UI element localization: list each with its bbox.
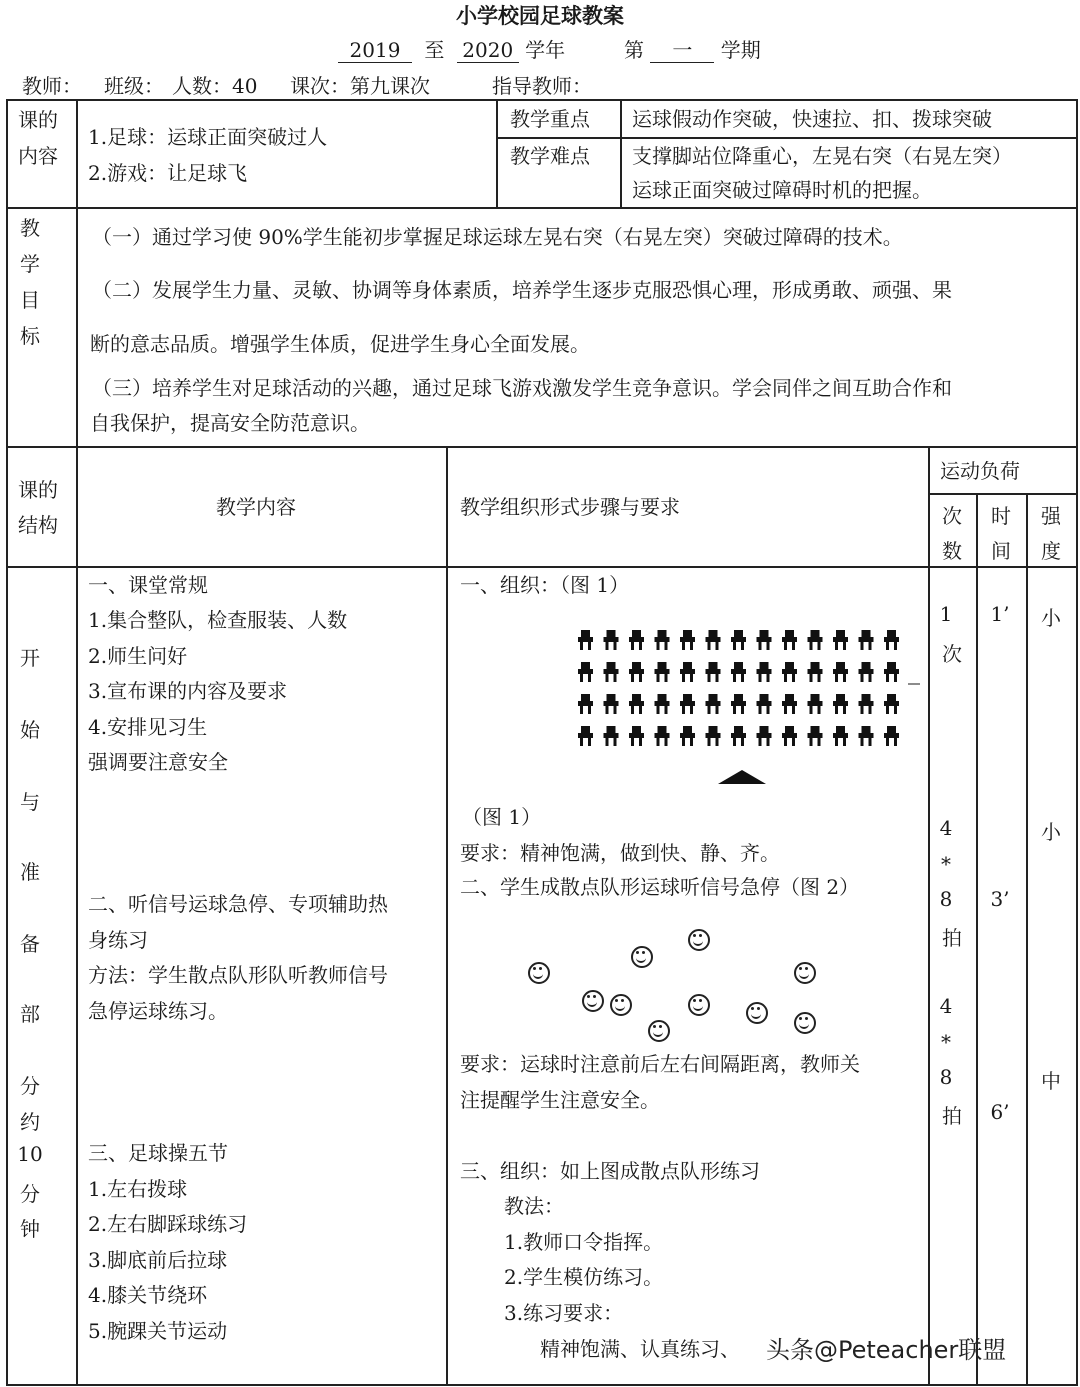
section-label-6: 部 (20, 1002, 40, 1026)
tc-part2-line-1: 二、听信号运球急停、专项辅助热 (88, 892, 388, 916)
student-figure-icon (782, 662, 797, 682)
objectives-label-2: 学 (20, 252, 40, 276)
difficulty-label: 教学难点 (510, 144, 590, 168)
student-figure-icon (655, 726, 670, 746)
header-times-2: 数 (942, 539, 962, 563)
student-figure-icon (757, 662, 772, 682)
times-2-c: 8 (939, 887, 953, 911)
student-figure-icon (782, 726, 797, 746)
times-2-a: 4 (939, 816, 953, 840)
year-from: 2019 (338, 38, 412, 63)
times-1-b: 次 (942, 642, 962, 666)
tc-part3-line-1: 三、足球操五节 (88, 1141, 228, 1165)
class-label: 班级： (104, 74, 164, 98)
count-label: 人数：40 (172, 74, 258, 98)
teacher-triangle-icon (718, 770, 766, 784)
section-label-1: 开 (20, 646, 40, 670)
student-figure-icon (808, 662, 823, 682)
structure-label-1: 课的 (18, 478, 58, 502)
tc-part3-line-2: 1.左右拨球 (88, 1177, 188, 1201)
objective-line-4: （三）培养学生对足球活动的兴趣，通过足球飞游戏激发学生竞争意识。学会同伴之间互助合作和 (92, 376, 952, 400)
times-2-d: 拍 (942, 926, 962, 950)
term-prefix: 第 (624, 38, 644, 62)
student-figure-icon (782, 694, 797, 714)
student-figure-icon (833, 630, 848, 650)
student-figure-icon (706, 662, 721, 682)
page-title: 小学校园足球教案 (456, 4, 624, 28)
term-line (624, 34, 761, 63)
year-suffix: 学年 (525, 38, 566, 62)
row-divider-objectives (6, 446, 1078, 448)
student-smiley-icon (746, 1002, 768, 1024)
tc-part1-line-6: 强调要注意安全 (88, 750, 228, 774)
header-organization: 教学组织形式步骤与要求 (460, 495, 680, 519)
table-border-right (1076, 99, 1078, 1385)
content-label-line1: 课的 (18, 108, 58, 132)
times-3-b: * (941, 1030, 951, 1054)
header-content: 教学内容 (216, 495, 296, 519)
student-figure-icon (604, 662, 619, 682)
student-figure-icon (578, 726, 593, 746)
tc-part2-line-3: 方法：学生散点队形队听教师信号 (88, 963, 388, 987)
student-figure-icon (808, 726, 823, 746)
col-divider-org (928, 446, 930, 1385)
tc-part3-line-5: 4.膝关节绕环 (88, 1283, 208, 1307)
student-figure-icon (884, 726, 899, 746)
student-figure-icon (706, 630, 721, 650)
student-figure-icon (604, 726, 619, 746)
student-figure-icon (859, 630, 874, 650)
method-item-2: 2.学生模仿练习。 (504, 1265, 664, 1289)
student-figure-icon (833, 694, 848, 714)
student-figure-icon (578, 662, 593, 682)
student-figure-icon (808, 630, 823, 650)
student-figure-icon (680, 662, 695, 682)
intensity-2: 小 (1041, 820, 1061, 844)
student-smiley-icon (794, 962, 816, 984)
guide-label: 指导教师： (492, 74, 592, 98)
structure-label-2: 结构 (18, 513, 58, 537)
student-figure-icon (629, 662, 644, 682)
student-figure-icon (833, 726, 848, 746)
section-label-2: 始 (20, 718, 40, 742)
tc-part3-line-4: 3.脚底前后拉球 (88, 1248, 228, 1272)
duration-1: 1’ (990, 602, 1010, 626)
watermark: 头条@Peteacher联盟 (766, 1336, 1007, 1364)
col-divider-label (76, 99, 78, 1385)
req-1: 要求：精神饱满，做到快、静、齐。 (460, 841, 780, 865)
header-times-1: 次 (942, 504, 962, 528)
student-figure-icon (680, 630, 695, 650)
fig1-caption: （图 1） (462, 805, 542, 829)
student-figure-icon (604, 694, 619, 714)
intensity-1: 小 (1041, 606, 1061, 630)
tc-part2-line-2: 身练习 (88, 928, 148, 952)
col-divider-duration (1026, 493, 1028, 1385)
student-figure-icon (731, 662, 746, 682)
section-label-8: 约 (20, 1110, 40, 1134)
student-figure-icon (655, 662, 670, 682)
section-label-7: 分 (20, 1074, 40, 1098)
figure1-formation (570, 626, 930, 786)
student-figure-icon (731, 726, 746, 746)
student-figure-icon (629, 726, 644, 746)
key-text: 运球假动作突破，快速拉、扣、拨球突破 (632, 107, 992, 131)
col-divider-key-right (620, 99, 622, 207)
student-smiley-icon (528, 962, 550, 984)
student-figure-icon (629, 694, 644, 714)
student-figure-icon (833, 662, 848, 682)
objective-line-1: （一）通过学习使 90%学生能初步掌握足球运球左晃右突（右晃左突）突破过障碍的技术。 (92, 225, 903, 249)
objectives-label-1: 教 (20, 216, 40, 240)
table-border-bottom (6, 1384, 1078, 1386)
times-3-c: 8 (939, 1065, 953, 1089)
content-label-line2: 内容 (18, 144, 58, 168)
duration-2: 3’ (990, 887, 1010, 911)
lesson-label: 课次：第九课次 (290, 74, 430, 98)
method-item-3: 3.练习要求： (504, 1301, 624, 1325)
student-figure-icon (655, 630, 670, 650)
method-item-1: 1.教师口令指挥。 (504, 1230, 664, 1254)
header-intensity-1: 强 (1041, 504, 1061, 528)
student-figure-icon (706, 726, 721, 746)
student-figure-icon (884, 694, 899, 714)
method-req: 精神饱满、认真练习、 (540, 1337, 740, 1361)
row-divider-load (928, 493, 1078, 495)
times-1-a: 1 (939, 602, 953, 626)
objective-line-5: 自我保护，提高安全防范意识。 (90, 411, 370, 435)
student-figure-icon (578, 630, 593, 650)
times-3-a: 4 (939, 994, 953, 1018)
student-figure-icon (782, 630, 797, 650)
student-figure-icon (680, 726, 695, 746)
key-label: 教学重点 (510, 107, 590, 131)
header-duration-2: 间 (991, 539, 1011, 563)
col-divider-content (446, 446, 448, 1385)
student-figure-icon (884, 630, 899, 650)
student-figure-icon (757, 630, 772, 650)
org-2: 二、学生成散点队形运球听信号急停（图 2） (460, 875, 860, 899)
student-figure-icon (629, 630, 644, 650)
difficulty-line-2: 运球正面突破过障碍时机的把握。 (632, 178, 932, 202)
student-smiley-icon (582, 990, 604, 1012)
student-figure-icon (731, 630, 746, 650)
student-smiley-icon (794, 1012, 816, 1034)
year-to-word: 至 (424, 38, 445, 62)
org-3: 三、组织：如上图成散点队形练习 (460, 1159, 760, 1183)
tc-part1-line-2: 1.集合整队，检查服装、人数 (88, 608, 348, 632)
section-label-10: 分 (20, 1182, 40, 1206)
student-figure-icon (884, 662, 899, 682)
term-suffix: 学期 (720, 38, 761, 62)
student-figure-icon (808, 694, 823, 714)
objective-line-3: 断的意志品质。增强学生体质，促进学生身心全面发展。 (90, 332, 590, 356)
figure1-rows (578, 630, 899, 746)
tc-part1-line-5: 4.安排见习生 (88, 715, 208, 739)
student-figure-icon (655, 694, 670, 714)
col-divider-key-left (496, 99, 498, 207)
tc-part1-line-4: 3.宣布课的内容及要求 (88, 679, 288, 703)
student-smiley-icon (610, 994, 632, 1016)
student-figure-icon (757, 726, 772, 746)
section-label-4: 准 (20, 860, 40, 884)
student-smiley-icon (631, 946, 653, 968)
tc-part1-line-3: 2.师生问好 (88, 644, 188, 668)
student-figure-icon (757, 694, 772, 714)
content-item-1: 1.足球：运球正面突破过人 (88, 125, 328, 149)
section-label-5: 备 (20, 932, 40, 956)
section-label-3: 与 (20, 790, 40, 814)
header-load: 运动负荷 (940, 459, 1020, 483)
student-figure-icon (859, 726, 874, 746)
tc-part3-line-6: 5.腕踝关节运动 (88, 1319, 228, 1343)
student-figure-icon (680, 694, 695, 714)
student-figure-icon (859, 694, 874, 714)
student-smiley-icon (648, 1020, 670, 1042)
section-label-11: 钟 (20, 1217, 40, 1241)
req-2-line-2: 注提醒学生注意安全。 (460, 1088, 660, 1112)
year-to: 2020 (457, 38, 519, 63)
header-intensity-2: 度 (1041, 539, 1061, 563)
content-item-2: 2.游戏：让足球飞 (88, 161, 248, 185)
col-divider-times (976, 493, 978, 1385)
tc-part1-line-1: 一、课堂常规 (88, 573, 208, 597)
student-figure-icon (578, 694, 593, 714)
objectives-label-3: 目 (20, 288, 40, 312)
student-figure-icon (859, 662, 874, 682)
org-1: 一、组织：（图 1） (460, 573, 630, 597)
header-duration-1: 时 (991, 504, 1011, 528)
school-year-line (338, 34, 565, 63)
req-2-line-1: 要求：运球时注意前后左右间隔距离，教师关 (460, 1052, 860, 1076)
tc-part3-line-3: 2.左右脚踩球练习 (88, 1212, 248, 1236)
teacher-label: 教师： (22, 74, 82, 98)
intensity-3: 中 (1041, 1069, 1061, 1093)
student-smiley-icon (688, 929, 710, 951)
tc-part2-line-4: 急停运球练习。 (88, 999, 228, 1023)
table-border-left (6, 99, 8, 1385)
term-value: 一 (650, 38, 714, 63)
student-figure-icon (604, 630, 619, 650)
duration-3: 6’ (990, 1100, 1010, 1124)
times-2-b: * (941, 852, 951, 876)
student-figure-icon (706, 694, 721, 714)
student-figure-icon (731, 694, 746, 714)
student-smiley-icon (688, 994, 710, 1016)
difficulty-line-1: 支撑脚站位降重心，左晃右突（右晃左突） (632, 144, 1012, 168)
objective-line-2: （二）发展学生力量、灵敏、协调等身体素质，培养学生逐步克服恐惧心理，形成勇敢、顽强、果 (92, 278, 952, 302)
objectives-label-4: 标 (20, 324, 40, 348)
section-label-9: 10 (17, 1142, 43, 1166)
method-label: 教法： (504, 1194, 564, 1218)
times-3-d: 拍 (942, 1104, 962, 1128)
